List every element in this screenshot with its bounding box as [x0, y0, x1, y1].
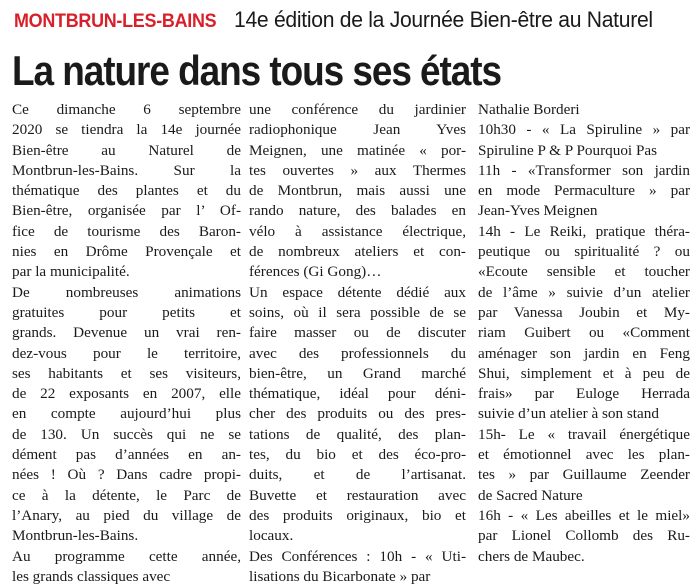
text-line: de Sacred Nature — [478, 486, 583, 504]
text-line: de l’âme » suivie d’un atelier — [478, 283, 690, 301]
kicker-location: MONTBRUN-LES-BAINS — [14, 10, 217, 32]
text-line: Shui, simplement et à peu de — [478, 364, 690, 382]
text-line: par Lionel Collomb des Ru- — [478, 527, 690, 545]
text-line: duits, et de l’artisanat. — [249, 466, 466, 484]
text-line: peutique ou spiritualité ? ou — [478, 243, 690, 261]
text-line: 10h30 - « La Spiruline » par — [478, 121, 690, 139]
text-line: en mode Permaculture » par — [478, 182, 690, 200]
text-line: Jean-Yves Meignen — [478, 202, 598, 220]
text-line: nées ! Où ? Dans cadre propi- — [12, 466, 241, 484]
text-line: 16h - « Les abeilles et le miel» — [478, 506, 690, 524]
text-line: 11h - «Transformer son jardin — [478, 161, 690, 179]
text-line: nies en Drôme Provençale et — [12, 243, 241, 261]
article-headline: La nature dans tous ses états — [12, 47, 502, 94]
text-line: riam Guibert ou «Comment — [478, 324, 690, 342]
text-line: Un espace détente dédié aux — [249, 283, 466, 301]
text-line: dément pas d’années en an- — [12, 446, 241, 464]
text-line: 2020 se tiendra la 14e journée — [12, 121, 241, 139]
text-line: les grands classiques avec — [12, 567, 171, 585]
text-line: rando nature, des balades en — [249, 202, 466, 220]
text-line: ses habitants et ses visiteurs, — [12, 364, 241, 382]
text-line: grands. Devenue un vrai ren- — [12, 324, 241, 342]
text-line: radiophonique Jean Yves — [249, 121, 466, 139]
text-line: l’Anary, au pied du village de — [12, 506, 241, 524]
text-line: Meignen, une matinée « por- — [249, 141, 466, 159]
text-line: Spiruline P & P Pourquoi Pas — [478, 141, 658, 159]
text-line: par Vanessa Joubin et My- — [478, 303, 690, 321]
text-line: avec des professionnels du — [249, 344, 466, 362]
text-line: chers de Maubec. — [478, 547, 585, 565]
kicker-line — [14, 6, 690, 37]
text-line: cher des produits ou des pres- — [249, 405, 466, 423]
text-line: thématique des plantes et du — [12, 182, 241, 200]
text-line: et émotionnel avec les plan- — [478, 446, 690, 464]
text-line: tations de qualité, des plan- — [249, 425, 466, 443]
text-line: 14h - Le Reiki, pratique théra- — [478, 222, 690, 240]
text-line: Bien-être au Naturel de — [12, 141, 241, 159]
text-line: Buvette et restauration avec — [249, 486, 466, 504]
text-line: locaux. — [249, 527, 294, 545]
text-line: en compte aujourd’hui plus — [12, 405, 241, 423]
text-line: férences (Gi Gong)… — [249, 263, 382, 281]
text-line: bien-être, un Grand marché — [249, 364, 466, 382]
text-line: de 22 exposants en 2007, elle — [12, 385, 241, 403]
text-line: tes, du bio et des éco-pro- — [249, 446, 466, 464]
text-line: vélo à assistance électrique, — [249, 222, 466, 240]
text-line: Montbrun-les-Bains. — [12, 527, 139, 545]
text-column-1 — [12, 100, 241, 587]
text-line: faire masser ou de discuter — [249, 324, 466, 342]
text-line: lisations du Bicarbonate » par — [249, 567, 431, 585]
text-line: tes ouvertes » aux Thermes — [249, 161, 466, 179]
text-line: aménager son jardin en Feng — [478, 344, 690, 362]
text-line: une conférence du jardinier — [249, 101, 466, 118]
text-line: des produits originaux, bio et — [249, 506, 466, 524]
text-line: tes » par Guillaume Zeender — [478, 466, 690, 484]
kicker-title: 14e édition de la Journée Bien-être au Naturel — [233, 7, 653, 32]
text-line: 15h- Le « travail énergétique — [478, 425, 690, 443]
text-line: thématique, idéal pour déni- — [249, 385, 466, 403]
text-column-3 — [478, 100, 690, 567]
text-line: Bien-être, organisée par l’ Of- — [12, 202, 241, 220]
text-column-2 — [249, 100, 466, 587]
text-line: de nombreux ateliers et con- — [249, 243, 466, 261]
text-line: ce à la détente, le Parc de — [12, 486, 241, 504]
text-line: de 130. Un succès qui ne se — [12, 425, 241, 443]
text-line: Montbrun-les-Bains. Sur la — [12, 161, 241, 179]
text-line: frais» par Euloge Herrada — [478, 385, 690, 403]
text-line: gratuites pour petits et — [12, 303, 241, 321]
text-line: «Ecoute sensible et toucher — [478, 263, 690, 281]
text-line: Ce dimanche 6 septembre — [12, 101, 241, 118]
text-line: fice de tourisme des Baron- — [12, 222, 241, 240]
text-line: dez-vous pour le territoire, — [12, 344, 241, 362]
text-line: suivie d’un atelier à son stand — [478, 405, 659, 423]
text-line: Au programme cette année, — [12, 547, 241, 565]
text-line: par la municipalité. — [12, 263, 130, 281]
text-line: Des Conférences : 10h - « Uti- — [249, 547, 466, 565]
text-line: Nathalie Borderi — [478, 101, 580, 118]
text-line: De nombreuses animations — [12, 283, 241, 301]
text-line: soins, où il sera possible de se — [249, 303, 466, 321]
text-line: de Montbrun, mais aussi une — [249, 182, 466, 200]
